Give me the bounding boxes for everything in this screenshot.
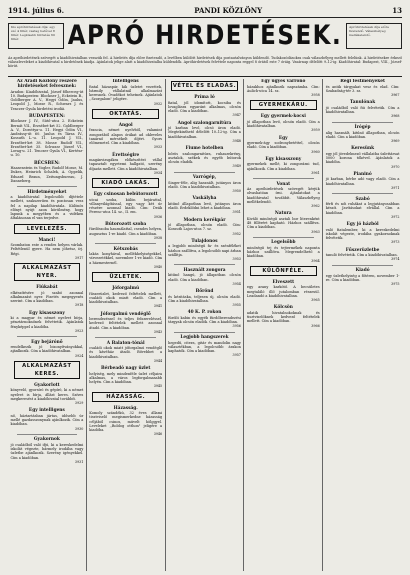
ad-heading: Egy ügyes varrónő — [261, 79, 306, 84]
classified-ad — [168, 121, 241, 144]
ad-heading: Szabó — [355, 196, 370, 202]
classified-ad — [326, 125, 400, 143]
classified-ad — [168, 218, 241, 236]
ad-body: Komoly szándékú, 32 éves állami tisztviselő megismerkedne házasság céljából csinos, müvelt hölggyel. Leveleket ,,Boldog otthon" jeligére a kiadóba. — [89, 411, 163, 432]
classified-ad — [89, 192, 162, 219]
ad-number: 3960 — [311, 149, 320, 154]
ad-heading: Bútorozott szoba — [105, 221, 147, 227]
ad-number: 3941 — [153, 304, 163, 309]
ad-divider — [95, 337, 156, 338]
masthead-right-box: Apróhirdetések díja előre fizetendő. Válaszbélyeg mellékelendő. — [346, 23, 402, 49]
classified-ad — [11, 311, 84, 334]
ad-body: jó családból való fiú felvétetik. Cím a kiadóhivatalban. — [325, 105, 400, 114]
header-paper-name: PANDI KÖZLÖNY — [194, 6, 263, 15]
classified-ad — [247, 240, 320, 263]
ad-number: 3973 — [391, 240, 400, 245]
ad-number: 3954 — [232, 281, 241, 286]
category-heading: ALKALMAZÁST KERES. — [14, 361, 81, 379]
ad-heading: Használt zongora — [183, 267, 226, 273]
category-heading: KÜLÖNFÉLE. — [250, 266, 317, 276]
classified-ad — [247, 114, 320, 132]
classified-ad — [11, 340, 84, 358]
ad-column-4 — [244, 79, 323, 571]
ad-number: 3975 — [391, 282, 400, 286]
ad-number: 3947 — [232, 113, 241, 118]
header-date: 1914. július 6. — [8, 6, 65, 15]
classified-ad — [247, 157, 320, 175]
ad-heading: Jóforgalmú — [112, 286, 140, 291]
category-heading: ÜZLETEK. — [92, 272, 159, 282]
classified-ad — [247, 182, 320, 209]
ad-heading: Intelligens — [112, 79, 139, 84]
ad-body: minőségű tej és tejtermékek naponta házhoz szállítva. Megrendelhető a kiadóban. — [246, 245, 320, 259]
classified-ad — [11, 79, 84, 111]
ad-body: francia, német nyelvből, valamint zongorából alapos órákat ad okleveles tanárnő mérsékelt díjért. Gyors előmenetel. Cím a kiadóban. — [89, 128, 163, 145]
category-heading: GYERMEKÁRU. — [250, 100, 317, 110]
ad-columns — [8, 79, 402, 571]
ad-divider — [253, 237, 314, 238]
classified-ad — [326, 146, 400, 169]
classified-ad — [11, 285, 84, 308]
ad-body: a legjobb minőségű fa- és szénféléket házhoz szállítva, a legolcsóbb napi árban szállítja. — [168, 244, 241, 257]
running-header — [8, 6, 402, 18]
classified-ad — [11, 161, 84, 184]
ad-divider — [253, 178, 314, 179]
masthead — [8, 19, 402, 53]
section-title: APRÓ HIRDETÉSEK. — [67, 21, 343, 51]
ad-column-2 — [87, 79, 166, 571]
ad-column-1 — [8, 79, 87, 571]
classified-ad — [89, 406, 162, 437]
ad-heading: Házasság. — [113, 405, 138, 411]
ad-number: 3917 — [74, 255, 84, 260]
ad-heading: Bérbeadó nagy üzlet — [101, 366, 151, 371]
ad-number: 3963 — [311, 229, 320, 234]
classified-ad — [89, 153, 162, 176]
ad-heading: Legelsőbb — [271, 240, 296, 246]
classified-ad — [168, 289, 241, 307]
ad-number: 3964 — [311, 258, 320, 263]
ad-body: elkészítésére jó szabó azonnal alkalmazást nyer. Fizetés megegyezés szerint. Cím a kiadóban. — [10, 290, 84, 303]
classified-ad — [89, 123, 162, 150]
ad-body: jó karban, bérbe adó vagy eladó. Cím a kiadóhivatalban. — [325, 177, 400, 186]
ad-number: 3944 — [153, 358, 163, 363]
ad-body: könyvelő, gyorsíró és gépíró, ki a német nyelvet is bírja, állást keres. Szíves megkeresést a kiadóhivatal továbbít. — [10, 388, 84, 401]
ad-heading: Egy kisasszony — [28, 310, 65, 316]
ad-heading: Egy jó házból — [346, 222, 379, 227]
classified-ad — [11, 238, 84, 261]
ad-heading: Fiúkabát — [36, 285, 58, 290]
ad-body: a kiadóhivatal legolcsóbb díjtétele mellett, szakszerűen és pontosan vesz fel a napilap kiadóhivatala. Különös előnyt nyújt azon körülmény, hogy lapunk a megyében és a vidéken általánosan el van terjedve. — [10, 195, 84, 221]
category-heading: OKTATÁS. — [92, 109, 159, 119]
ad-heading: Angol szalongarnitúra — [177, 120, 232, 126]
ad-divider — [332, 122, 394, 123]
ad-body: adatik hivatalnokoknak és tisztviselőknek kedvező feltételek mellett. Cím a kiadóban. — [246, 310, 320, 324]
classified-ad — [326, 172, 400, 190]
ad-heading: Tulajdonos — [191, 238, 218, 244]
ad-body: Haasenstein és Vogler, Rudolf Mosse, M. Dukes, Heinrich Schalek, A. Oppelik, Eduard Braun, Zeitungsbureau, J. Danneberg. — [10, 166, 84, 183]
ad-body: fiatal, jól idomított, kocsiba és lovaglásra egyaránt alkalmas, olcsón eladó. Cím a kiadóban. — [168, 100, 241, 113]
ad-body: Blockner J. IV., Sütő-utca 2. Eckstein Bernát VII., Erzsébet-krt 52. Goldberger A. V., Dorottya-u. 11. Hegyi Ödön VI., Andrássy-út 60. Jaulus és Társa IV., Kossuth L.-u. 11. Leopold J. VII., Erzsébet-krt 38. Mosse Rudolf VII., Erzsébet-krt 35. Schwarz József VI., Lovag-u. 21. Tenczer Gyula VI., Kertész-u. 10. — [10, 119, 84, 158]
ad-body: házakhoz ajánlkozik napszámba. Cím: Aulich-utca 14. sz. — [246, 84, 320, 93]
ad-heading: Manci! — [38, 237, 56, 243]
ad-number: 3949 — [232, 164, 241, 169]
ad-body: jó karban levő, olcsó áron eladó. Megtekinthető délelőtt 10–12-ig. Cím a kiadóhivatalban. — [168, 126, 241, 139]
ad-column-5 — [323, 79, 402, 571]
ad-divider — [174, 332, 235, 333]
classified-ad — [247, 280, 320, 303]
ad-heading: Fűszerüzletbe — [345, 247, 380, 253]
ad-heading: Varrógép, — [192, 175, 217, 180]
ad-heading: Kétszobás — [113, 246, 138, 252]
ad-body: jó állapotban, olcsón eladó. Cím: Kossuth Lajos-utca 7. sz. — [168, 223, 241, 232]
ad-heading: BÉCSBEN: — [34, 160, 60, 166]
ad-heading: BUDAPESTEN: — [28, 113, 65, 119]
ad-body: utcai szoba, külön bejárattal, villanyvilágítással, egy vagy két úr részére azonnal kiadó. Cím: Deák Ferenc-utca 14. sz., II. em. — [89, 197, 163, 215]
classified-ad — [326, 100, 400, 118]
ad-heading: Gyakornok — [33, 437, 60, 443]
ad-heading: Régi festményeket — [340, 79, 385, 84]
ad-heading: Jóforgalmú vendéglő — [100, 311, 151, 317]
ad-divider — [332, 265, 394, 266]
ad-number: 3961 — [311, 170, 320, 175]
ad-heading: Hirdetményeket — [27, 189, 67, 195]
classified-ad — [89, 341, 162, 364]
ad-number: 3943 — [153, 329, 163, 334]
ad-number: 3959 — [311, 128, 320, 133]
classified-ad — [89, 286, 162, 309]
ad-heading: Kölcsön — [273, 305, 293, 311]
ad-heading: Érettségire — [112, 152, 140, 158]
ad-divider — [95, 243, 156, 244]
ad-number: 3956 — [232, 324, 241, 329]
ad-number: 3932 — [153, 101, 163, 106]
ad-number: 3971 — [391, 185, 400, 190]
ad-body: gyermekek mellé, ki zongorázni tud, ajánlkozik. Cím a kiadóban. — [246, 162, 320, 171]
classified-ad — [168, 146, 241, 169]
ad-number: 3946 — [153, 432, 163, 437]
ad-divider — [17, 434, 78, 435]
ad-number: 3966 — [311, 323, 320, 328]
classified-ad — [11, 190, 84, 221]
ad-body: lakás konyhával, mellékhelyiségekkel, vízvezetékkel, november 1-re kiadó. Cím a házmesternél. — [89, 252, 163, 265]
ad-heading: Príma ló — [194, 95, 215, 100]
ad-body: hegedű, citera, gitár és mandolin nagy választékban, a legolcsóbb árakon kaphatók. Cím a kiadóban. — [168, 340, 241, 353]
ad-body: berendezéssel és teljes felszereléssel, kedvező feltételek mellett azonnal átadó. Cím a kiadóban. — [89, 317, 163, 330]
ad-number: 3918 — [74, 303, 84, 308]
ad-body: férfi és női ruhákat a legjutányosabban készít. Javításokat elvállal. Cím a kiadóban. — [325, 202, 400, 215]
ad-divider — [17, 186, 78, 187]
ad-number: 3967 — [391, 93, 400, 97]
ad-body: kitűnő állapotban levő, jutányos áron eladó. Érdeklődni lehet a kiadóban. — [168, 201, 241, 210]
ad-heading: Fiume hotelben — [185, 146, 224, 151]
ad-divider — [17, 336, 78, 337]
ad-column-3 — [166, 79, 245, 571]
ad-body: Singer-féle, alig használt, jutányos áron eladó. Cím a kiadóhivatalban. — [168, 180, 241, 189]
ad-body: bőrös szalongarnitúra, ruhaszekrény, asztalok, székek és egyéb bútorok olcsón eladók. — [168, 151, 241, 164]
ad-body: és antik tárgyakat vesz és elad. Cím: Szabadság-tér 3. sz. — [325, 84, 400, 93]
ad-number: 3945 — [153, 384, 163, 389]
ad-heading: Kiadó — [355, 268, 370, 273]
ad-number: 3965 — [311, 298, 320, 302]
classified-ad — [168, 335, 241, 358]
ad-heading: Az Aradi Közlöny részére hirdetéseket felvesznek: — [16, 79, 77, 89]
ad-heading: Gyakorlott — [34, 382, 60, 388]
ad-body: magánvizsgákra előkészítést vállal tapasztalt egyetemi hallgató, szerény díjazás mellett. Cím a kiadóhivatalban. — [89, 158, 163, 171]
ad-body: Szombaton este a rendes helyen várlak. Feltétlenül gyere. Ha nem jöhetsz, írj. Régi. — [10, 243, 84, 256]
category-heading: KIADÓ LAKÁS. — [92, 178, 159, 188]
classified-ad — [326, 268, 400, 286]
ad-number: 3972 — [391, 214, 400, 219]
ad-number: 3930 — [74, 426, 84, 431]
ad-body: egy üzlethelyiség a főtéren, november 1-re. Cím a kiadóban. — [325, 273, 400, 282]
ad-heading: Tanulónak — [349, 100, 376, 106]
ad-number: 3940 — [153, 264, 163, 269]
ad-body: Kiváló minőségű asztali bor literenként 48 fillérért kapható. Házhoz szállítva. Cím a kiadóban. — [246, 216, 320, 230]
ad-heading: Egy — [278, 135, 288, 141]
ad-number: 3931 — [74, 459, 84, 464]
ad-number: 3958 — [311, 93, 320, 97]
ad-number: 3924 — [74, 353, 84, 358]
classified-ad — [89, 79, 162, 106]
category-heading: HÁZASSÁG. — [92, 392, 159, 402]
ad-number: 3974 — [391, 257, 400, 262]
ad-body: jó állapotban levő, olcsón eladó. Cím a kiadóhivatalban. — [246, 119, 320, 128]
ad-number: 3970 — [391, 164, 400, 169]
ad-number: 3968 — [391, 114, 400, 119]
ad-heading: Modern kerékpár — [183, 217, 226, 223]
classified-ad — [89, 366, 162, 389]
classified-ad — [247, 305, 320, 328]
classified-ad — [168, 175, 241, 193]
classified-ad — [326, 197, 400, 220]
ad-heading: Egy bejárónő — [31, 339, 63, 345]
ad-body: jó családból való ifjú, ki a kereskedelmi iskolát végezte, bármely irodába vagy üzletbe ajánlkozik. Szerény igényekkel. Cím a kiadóban. — [10, 442, 84, 460]
classified-ad — [11, 437, 84, 464]
ad-body: nő, háztartásban jártas, idősebb úr mellé gazdasszonynak ajánlkozik. Cím a kiadóban. — [10, 413, 84, 427]
ad-body: Az apróhirdetések szövegét kérjük olvashatóan írni. Ajánlatokat a kiadóhivatal továbbít. Válaszbélyeg mellékelendő. — [246, 187, 320, 204]
ad-body: egy jól jövedelmező vállalatba üzlettársat 5000 korona tőkével. Ajánlatok a kiadóba. — [325, 151, 400, 165]
ad-heading: Pianinó — [353, 171, 372, 177]
ad-body: fürdőszoba használattal, csendes helyen, augusztus 1-re kiadó. Cím a kiadóban. — [89, 227, 163, 236]
classified-ad — [247, 136, 320, 154]
classified-ad — [89, 247, 162, 270]
ad-heading: Egy csinosan bebútorozott — [93, 192, 158, 197]
ad-body: fűszerüzlet, kedvező feltételek mellett, családi okok miatt eladó. Cím a kiadóhivatalban. — [89, 291, 163, 304]
ad-heading: Vaskályha — [192, 196, 217, 202]
category-heading: LEVELEZÉS. — [14, 224, 81, 234]
ad-body: tanuló felvétetik. Cím a kiadóhivatalban. — [325, 253, 398, 257]
classified-ad — [168, 310, 241, 328]
ad-body: ki a magyar és német nyelvet bírja, pénztárnoknőnek felvétetik. Ajánlatok fényképpel a kiadóba. — [10, 316, 84, 329]
intro-paragraph: Az apróhirdetések szövegét a kiadóhivatalban vesszük fel. A hirdetés díja előre fizetendő, a levélben küldött hirdetések díja postautalványon küldendő. Tudakozódásokra csak válaszbélyeg mellett felelünk. A hirdetésekre érkező válaszleveleket a kiadóhivatal a hirdetőnek kiadja. Ajánlatok jelige alatt a kiadóhivatalba küldendők. Apróhirdetések felvétele naponta reggel 8 órától este 7 óráig. Vasárnap délelőtt 9–12-ig. Kiadóhivatal: Budapest, VIII., József-körút. — [8, 56, 402, 77]
ad-heading: Bőrönd — [195, 289, 214, 294]
classified-ad — [247, 211, 320, 234]
ad-body: helyiség, mely mindenféle üzlet céljaira alkalmas, a város legforgalmasabb helyén. Cím a kiadóban. — [89, 371, 163, 384]
classified-ad — [247, 79, 320, 97]
ad-heading: Elveszett — [272, 279, 295, 285]
header-page-number: 13 — [392, 6, 402, 15]
ad-body: fiatal házaspár, kik üzletet vezettek, bármily vállalatnál alkalmazást keresnek. Óvadékot tehetnek. Ajánlatok ,,Szorgalom" jeligére. — [89, 84, 163, 102]
classified-ad — [168, 196, 241, 214]
ad-divider — [332, 193, 394, 194]
ad-divider — [174, 172, 235, 173]
classified-ad — [168, 239, 241, 262]
ad-heading: Angol — [118, 122, 133, 128]
ad-body: kitűnő hangú, jó állapotban olcsón eladó. Cím a kiadóban. — [168, 273, 241, 282]
ad-body: alig használt, kitűnő állapotban, olcsón eladó. Cím a kiadóban. — [325, 130, 400, 139]
ad-heading: 40 K. P. rokon — [187, 310, 222, 316]
ad-heading: Írógép — [354, 125, 371, 130]
ad-heading: Egy kisasszony — [265, 156, 302, 162]
ad-number: 3934 — [153, 170, 163, 175]
ad-heading: A Balaton-tónál — [106, 340, 145, 346]
classified-ad — [326, 222, 400, 245]
classified-ad — [168, 95, 241, 118]
classified-ad — [11, 408, 84, 431]
ad-body: Aradon: Kiadóhivatal, József főherceg-út 10. Budapesten: Blockner J., Eckstein B., Goldberger A. V., Hegyi Ödön, Jaulus, Leopold J., Mosse R., Schwarz J. és Tenczer Gyula hirdetési irodái. — [10, 89, 84, 111]
ad-heading: Egy intelligens — [28, 408, 65, 414]
ad-body: való fiatalember, ki a kereskedelmi iskolát végezte, irodába gyakornoknak felvétetik. — [325, 227, 400, 240]
masthead-left-box: Kis apróhirdetések díja: egy szó 4 fillér, vastag betűvel 8 fillér. Legkisebb hirdetés 60 fillér. — [8, 23, 64, 49]
classified-ad — [89, 312, 162, 335]
ad-number: 3936 — [153, 214, 163, 219]
ad-body: rendelkezik jó bizonyítványokkal, ajánlkozik. Cím a kiadóhivatalban. — [10, 345, 84, 354]
ad-heading: Vonat — [276, 181, 291, 187]
ad-number: 3923 — [74, 328, 84, 333]
ad-number: 3933 — [153, 145, 163, 150]
classified-ad — [11, 383, 84, 406]
ad-body: egy arany karkötő. A becsületes megtaláló illő jutalomban részesül. Leadandó a kiadóhivatalban. — [246, 285, 320, 298]
classified-ad — [11, 114, 84, 158]
category-heading: ALKALMAZÁST NYER. — [14, 263, 81, 281]
classified-ad — [326, 79, 400, 97]
ad-number: 3955 — [232, 303, 241, 307]
ad-number: 3962 — [311, 204, 320, 208]
ad-heading: Egy gyermek-kocsi — [260, 114, 306, 120]
ad-heading: Legjobb hangszerek — [180, 335, 229, 340]
ad-number: 3952 — [232, 231, 241, 236]
classified-ad — [326, 248, 400, 262]
ad-body: családi okok miatt jóforgalmú vendéglő és kávéház átadó. Bővebbet a kiadóhivatalban. — [89, 346, 163, 359]
ad-body: és kézitáska, teljesen új, olcsón eladó. Cím a kiadóhivatalban. — [168, 294, 241, 303]
ad-body: gyermek-ágy sodronybetéttel, olcsón eladó. Cím a kiadóban. — [246, 141, 320, 150]
ad-divider — [174, 264, 235, 265]
ad-number: 3938 — [153, 235, 163, 240]
ad-number: 3957 — [232, 353, 241, 358]
ad-number: 3950 — [232, 189, 241, 193]
ad-number: 3969 — [391, 139, 400, 143]
ad-number: 3929 — [74, 401, 84, 405]
ad-number: 3948 — [232, 138, 241, 143]
ad-number: 3951 — [232, 210, 241, 215]
ad-body: fürdői kabin és egyéb fürdőberendezési tárgyak olcsón eladók. Cím a kiadóban. — [168, 315, 241, 324]
classified-ad — [89, 222, 162, 240]
ad-heading: Natura — [274, 211, 292, 217]
category-heading: VÉTEL ÉS ELADÁS. — [172, 83, 237, 89]
classified-ad — [168, 268, 241, 286]
ad-number: 3953 — [232, 257, 241, 261]
ad-heading: Keresünk — [351, 146, 375, 152]
